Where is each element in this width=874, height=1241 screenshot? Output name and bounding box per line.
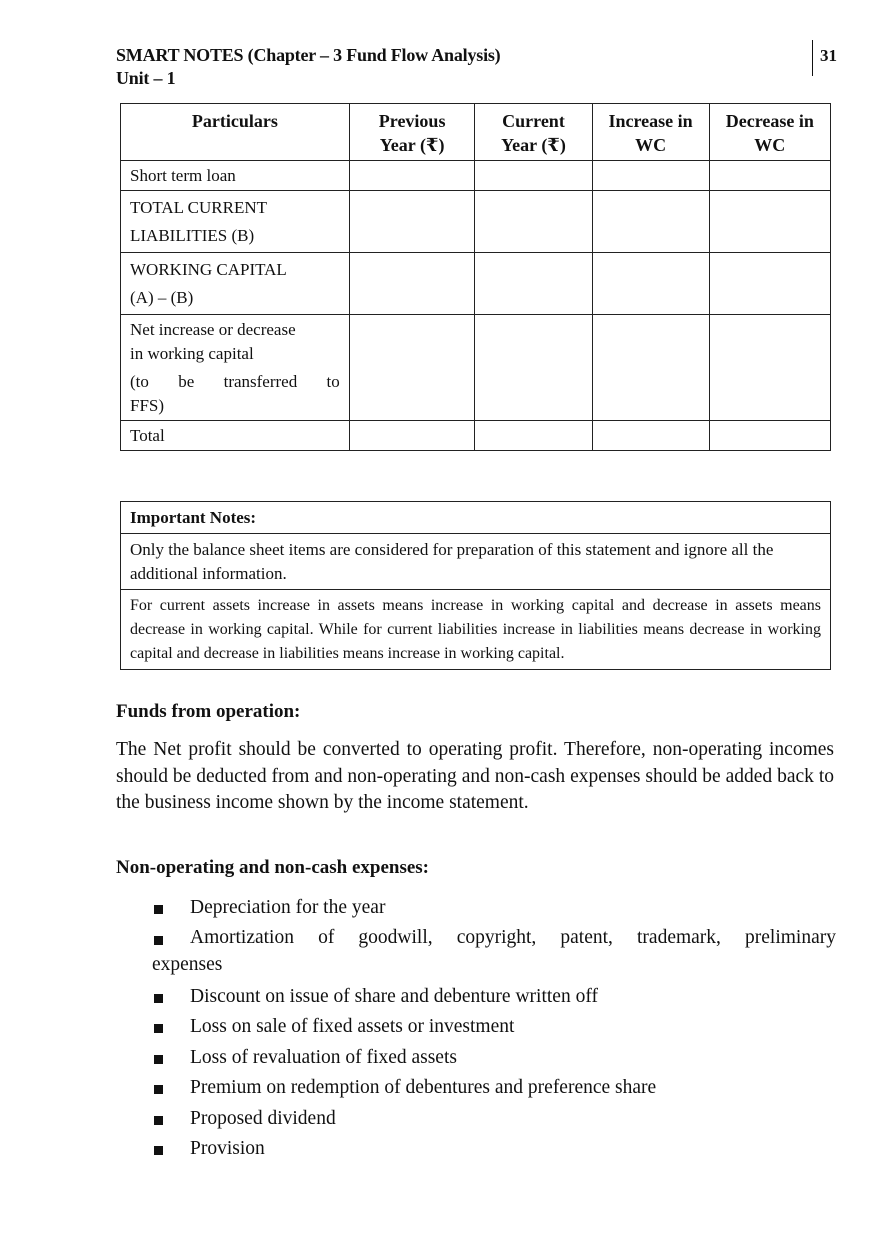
column-header-previous-year: Previous Year (₹) — [349, 104, 475, 161]
column-header-increase-wc: Increase in WC — [592, 104, 709, 161]
important-notes-box — [120, 501, 831, 670]
square-bullet-icon — [154, 1146, 163, 1155]
header-unit: Unit – 1 — [116, 68, 176, 88]
working-capital-table — [120, 103, 831, 451]
list-item: Loss of revaluation of fixed assets — [116, 1043, 836, 1074]
list-item: Amortization of goodwill, copyright, patent, trademark, preliminary expenses — [152, 926, 836, 975]
list-item: Loss on sale of fixed assets or investment — [116, 1012, 836, 1043]
notes-heading: Important Notes: — [121, 502, 831, 534]
note-1: Only the balance sheet items are considered for preparation of this statement and ignore all the additional information. — [121, 534, 831, 590]
table-row — [121, 191, 831, 253]
square-bullet-icon — [154, 994, 163, 1003]
row-label-working-capital: WORKING CAPITAL (A) – (B) — [121, 253, 350, 315]
list-item: Premium on redemption of debentures and preference share — [116, 1073, 836, 1104]
row-label-total: Total — [121, 421, 350, 451]
square-bullet-icon — [154, 1055, 163, 1064]
row-label-net-change: Net increase or decrease in working capital (to be transferred to FFS) — [121, 315, 350, 421]
row-label-short-term-loan: Short term loan — [121, 161, 350, 191]
column-header-decrease-wc: Decrease in WC — [709, 104, 830, 161]
column-header-particulars: Particulars — [121, 104, 350, 161]
non-operating-expenses-list — [116, 893, 836, 1165]
funds-from-operation-heading: Funds from operation: — [116, 701, 301, 722]
table-row — [121, 421, 831, 451]
non-operating-expenses-heading: Non-operating and non-cash expenses: — [116, 857, 430, 878]
page-number: 31 — [812, 40, 837, 76]
list-item: Depreciation for the year — [116, 893, 836, 924]
square-bullet-icon — [154, 1024, 163, 1033]
page-header — [116, 44, 816, 90]
square-bullet-icon — [154, 1085, 163, 1094]
note-2: For current assets increase in assets means increase in working capital and decrease in assets means decrease in working capital. While for current liabilities increase in liabilities means decrease in working capital and decrease in liabilities means increase in working capital. — [121, 590, 831, 670]
header-title: SMART NOTES (Chapter – 3 Fund Flow Analysis) — [116, 45, 501, 65]
list-item: Provision — [116, 1134, 836, 1165]
row-label-total-current-liabilities: TOTAL CURRENT LIABILITIES (B) — [121, 191, 350, 253]
table-row — [121, 253, 831, 315]
square-bullet-icon — [154, 905, 163, 914]
table-row — [121, 161, 831, 191]
square-bullet-icon — [154, 1116, 163, 1125]
funds-from-operation-paragraph: The Net profit should be converted to operating profit. Therefore, non-operating incomes should be deducted from and non-operating and non-cash expenses should be added back to the business income shown by the income statement. — [116, 739, 834, 814]
square-bullet-icon — [154, 936, 163, 945]
column-header-current-year: Current Year (₹) — [475, 104, 592, 161]
list-item: Discount on issue of share and debenture written off — [116, 982, 836, 1013]
table-row — [121, 315, 831, 421]
table-header-row — [121, 104, 831, 161]
list-item: Proposed dividend — [116, 1104, 836, 1135]
